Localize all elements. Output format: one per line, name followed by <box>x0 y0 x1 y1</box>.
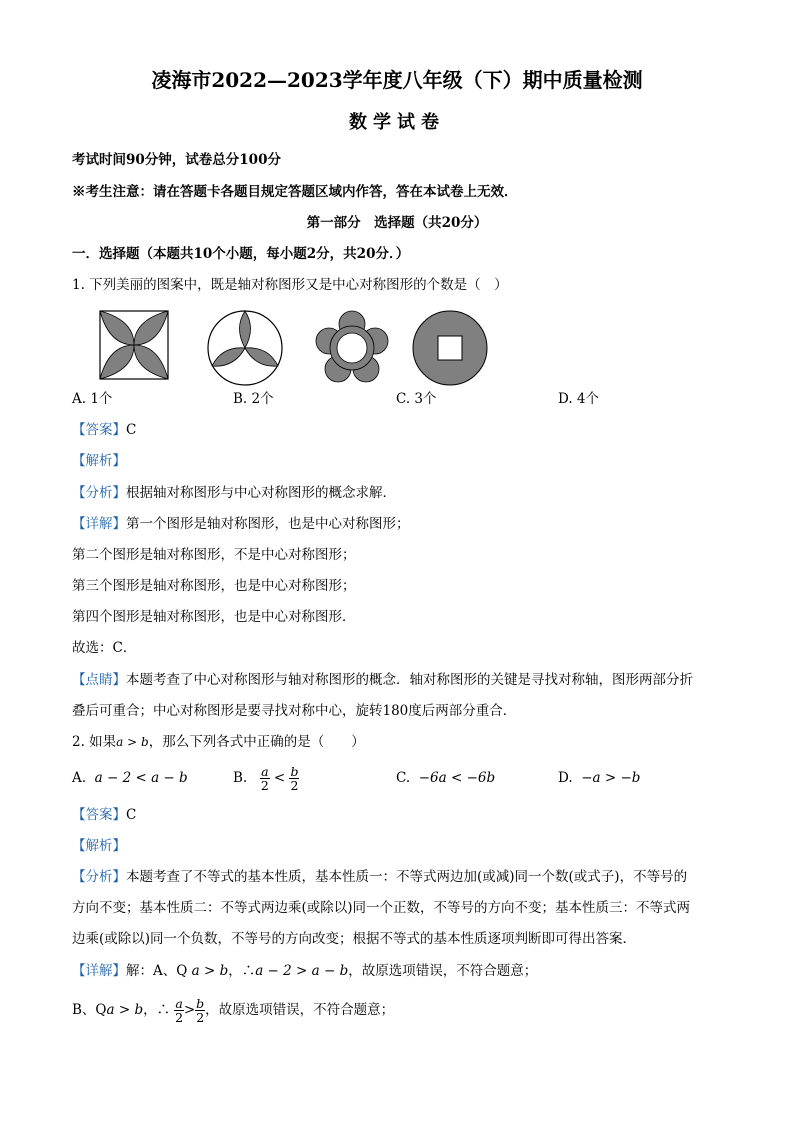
fraction: $\frac{b}{2}$ <box>196 996 205 1025</box>
detail-tag: 【详解】 <box>72 516 126 532</box>
figure-square-petals <box>99 310 169 380</box>
option-label: D. <box>558 770 573 786</box>
q2-analysis-tag <box>72 836 126 856</box>
q2-answer <box>72 805 136 825</box>
dianjing-tag: 【点睛】 <box>72 672 126 688</box>
q1-fenxi <box>72 483 396 503</box>
fraction: $\frac{a}{2}$ <box>175 996 184 1025</box>
page-subtitle: 数学试卷 <box>349 112 445 133</box>
fraction: $\frac{b}{2}$ <box>290 764 299 793</box>
attention-note: ※考生注意：请在答题卡各题目规定答题区域内作答，答在本试卷上无效． <box>72 184 518 200</box>
fenxi-tag: 【分析】 <box>72 485 126 501</box>
q1-detail-line-3: 第三个图形是轴对称图形，也是中心对称图形； <box>72 578 356 594</box>
figure-circle-three-petals <box>206 310 284 386</box>
stem-pre: 2. 如果 <box>72 734 117 750</box>
option-expr: −a > −b <box>581 770 641 786</box>
q2-fenxi-line-2: 方向不变；基本性质二：不等式两边乘(或除以)同一个正数，不等号的方向不变；基本性质三：不等式两 <box>72 900 691 916</box>
q1-choose: 故选：C． <box>72 640 137 656</box>
relation: < <box>273 770 286 786</box>
detail-text: 第一个图形是轴对称图形，也是中心对称图形； <box>126 516 410 532</box>
stem-post: ，那么下列各式中正确的是（ ） <box>148 734 365 750</box>
q2-option-b <box>233 760 299 796</box>
q1-detail <box>72 514 410 534</box>
part-heading: 第一部分 选择题（共20分） <box>306 215 488 231</box>
q1-analysis-tag <box>72 451 126 471</box>
answer-tag: 【答案】 <box>72 422 126 438</box>
answer-tag: 【答案】 <box>72 807 126 823</box>
q2-option-d <box>558 768 640 788</box>
question-1-stem: 1. 下列美丽的图案中，既是轴对称图形又是中心对称图形的个数是（ ） <box>72 277 508 293</box>
q1-dianjing-line-2: 叠后可重合；中心对称图形是要寻找对称中心，旋转180度后两部分重合． <box>72 703 517 719</box>
q1-option-c: C. 3个 <box>396 391 437 407</box>
detail-tag: 【详解】 <box>72 963 126 979</box>
figure-flower <box>313 310 391 386</box>
exam-time-note: 考试时间90分钟，试卷总分100分 <box>72 152 281 168</box>
q2-option-a <box>72 768 188 788</box>
q2-fenxi-line-3: 边乘(或除以)同一个负数，不等号的方向改变；根据不等式的基本性质逐项判断即可得出答案． <box>72 931 637 947</box>
fenxi-tag: 【分析】 <box>72 869 126 885</box>
option-label: A. <box>72 770 87 786</box>
option-label: C. <box>396 770 411 786</box>
q1-option-d: D. 4个 <box>558 391 600 407</box>
question-2-stem <box>72 732 365 752</box>
option-expr: a − 2 < a − b <box>94 770 188 786</box>
analysis-tag: 【解析】 <box>72 453 126 469</box>
figure-coin <box>412 310 488 386</box>
q2-fenxi <box>72 867 687 887</box>
option-expr: −6a < −6b <box>418 770 496 786</box>
q1-option-b: B. 2个 <box>233 391 274 407</box>
analysis-tag: 【解析】 <box>72 838 126 854</box>
section-heading: 一．选择题（本题共10个小题，每小题2分，共20分．） <box>72 246 410 262</box>
dianjing-text: 本题考查了中心对称图形与轴对称图形的概念．轴对称图形的关键是寻找对称轴，图形两部分折 <box>126 672 693 688</box>
answer-value: C <box>126 807 137 823</box>
q1-option-a: A. 1个 <box>72 391 113 407</box>
q1-detail-line-2: 第二个图形是轴对称图形，不是中心对称图形； <box>72 547 356 563</box>
answer-value: C <box>126 422 137 438</box>
q2-option-c <box>396 768 495 788</box>
q2-detail-a: 【详解】解：A、Q a > b，∴a − 2 > a − b，故原选项错误，不符合题意； <box>72 963 538 979</box>
option-label: B. <box>233 770 248 786</box>
fraction: $\frac{a}{2}$ <box>260 764 269 793</box>
q1-dianjing <box>72 670 693 690</box>
stem-condition: a > b <box>116 735 149 749</box>
page-title: 凌海市2022—2023学年度八年级（下）期中质量检测 <box>151 68 643 92</box>
q1-answer <box>72 420 136 440</box>
fenxi-text: 本题考查了不等式的基本性质，基本性质一：不等式两边加(或减)同一个数(或式子)，不等号的 <box>126 869 688 885</box>
fenxi-text: 根据轴对称图形与中心对称图形的概念求解． <box>126 485 396 501</box>
q1-detail-line-4: 第四个图形是轴对称图形，也是中心对称图形． <box>72 609 356 625</box>
q2-detail-b: B、Qa > b，∴ $\frac{a}{2}$ > $\frac{b}{2}$ ，故原选项错误，不符合题意； <box>72 996 395 1025</box>
